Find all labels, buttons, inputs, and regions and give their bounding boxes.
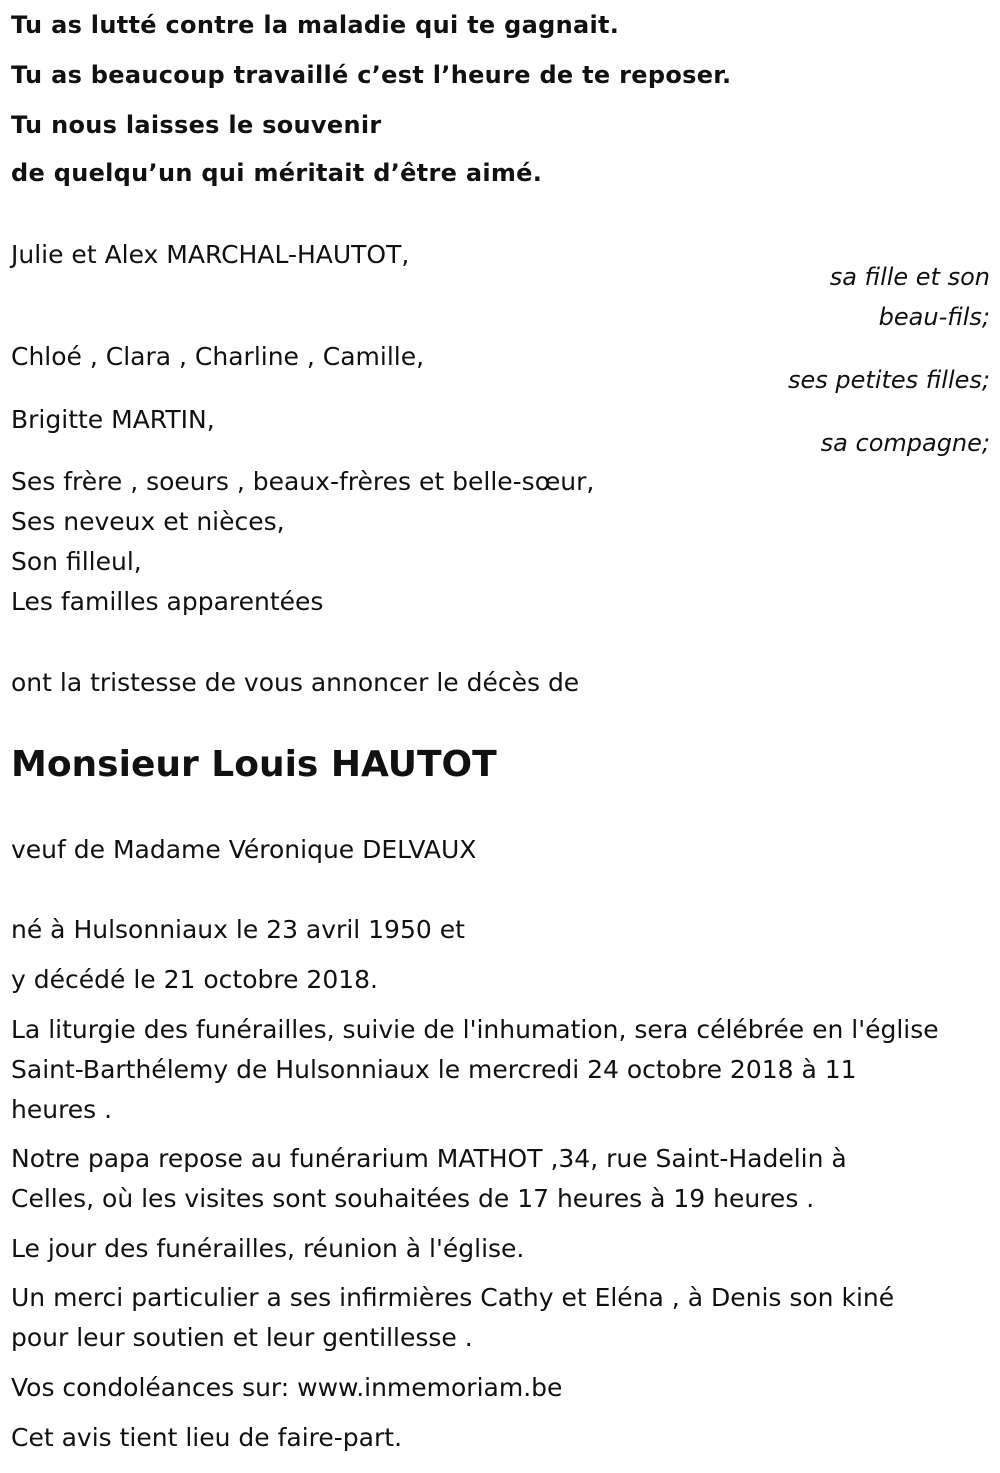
thanks-line-1: Un merci particulier a ses infirmières Cathy et Eléna , à Denis son kiné [11,1283,895,1312]
widower-of: veuf de Madame Véronique DELVAUX [11,835,477,864]
poem-line-2: Tu as beaucoup travaillé c’est l’heure de te reposer. [11,61,732,89]
rest-line-2: Celles, où les visites sont souhaitées de 17 heures à 19 heures . [11,1184,815,1213]
thanks-line-2: pour leur soutien et leur gentillesse . [11,1323,473,1352]
meeting-text: Le jour des funérailles, réunion à l'église. [11,1234,525,1263]
family-godson: Son filleul, [11,547,142,576]
family-companion-role: sa compagne; [820,429,990,457]
family-daughter: Julie et Alex MARCHAL-HAUTOT, [11,240,410,269]
family-nephews: Ses neveux et nièces, [11,507,285,536]
family-daughter-role-1: sa fille et son [829,263,990,291]
poem-line-1: Tu as lutté contre la maladie qui te gagnait. [11,11,620,39]
family-companion: Brigitte MARTIN, [11,405,215,434]
announcement-text: ont la tristesse de vous annoncer le décès de [11,668,580,697]
family-granddaughters-role: ses petites filles; [788,366,990,394]
family-siblings: Ses frère , soeurs , beaux-frères et belle-sœur, [11,467,595,496]
death-line: y décédé le 21 octobre 2018. [11,965,378,994]
funeral-line-2: Saint-Barthélemy de Hulsonniaux le mercredi 24 octobre 2018 à 11 [11,1055,857,1084]
family-granddaughters: Chloé , Clara , Charline , Camille, [11,342,425,371]
funeral-line-3: heures . [11,1095,113,1124]
poem-line-3: Tu nous laisses le souvenir [11,111,382,139]
birth-line: né à Hulsonniaux le 23 avril 1950 et [11,915,465,944]
poem-line-4: de quelqu’un qui méritait d’être aimé. [11,159,543,187]
family-daughter-role-2: beau-fils; [878,303,990,331]
family-relatives: Les familles apparentées [11,587,324,616]
funeral-line-1: La liturgie des funérailles, suivie de l'inhumation, sera célébrée en l'église [11,1015,939,1044]
closing-text: Cet avis tient lieu de faire-part. [11,1423,403,1452]
condolences-text: Vos condoléances sur: www.inmemoriam.be [11,1373,563,1402]
rest-line-1: Notre papa repose au funérarium MATHOT ,34, rue Saint-Hadelin à [11,1144,847,1173]
deceased-name: Monsieur Louis HAUTOT [11,744,497,785]
